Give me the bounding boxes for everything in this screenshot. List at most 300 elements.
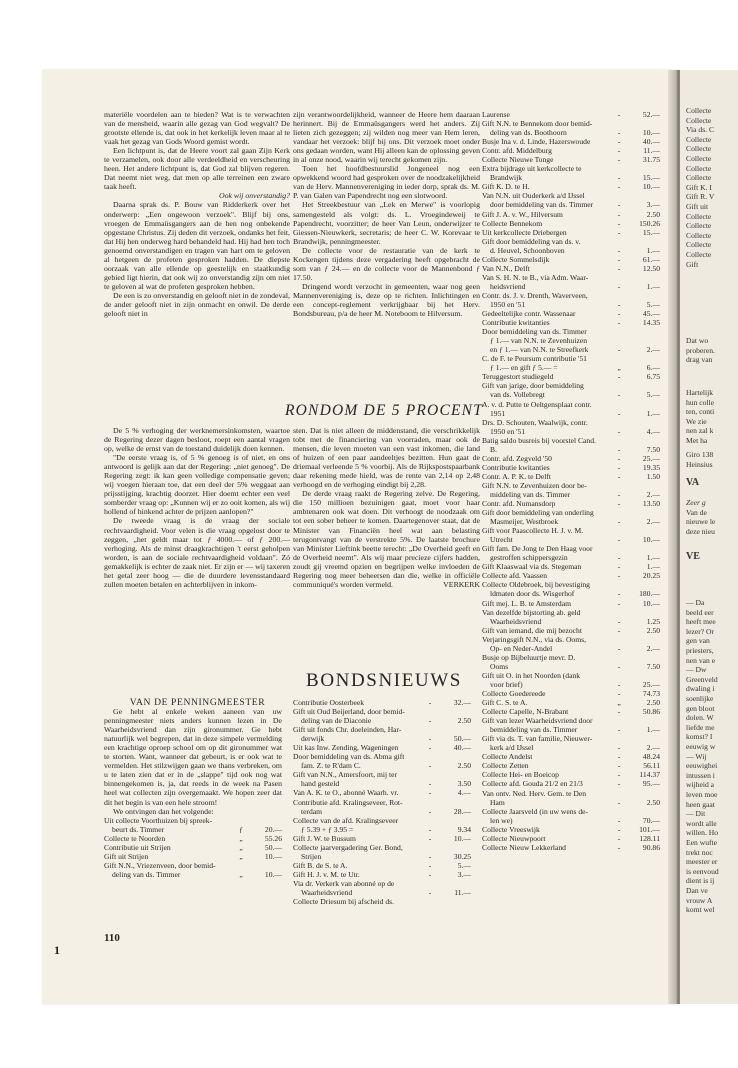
- ledger-description: Ham: [490, 797, 505, 807]
- ledger-row: [482, 237, 660, 246]
- ledger-amount: 10.—: [642, 182, 660, 192]
- ledger-row: [482, 608, 660, 617]
- ledger-description: Van ontv. Ned. Herv. Gem. te Den: [482, 788, 587, 798]
- ledger-description: 1951: [490, 408, 506, 418]
- ledger-row: [482, 526, 660, 535]
- ledger-amount: 180.—: [639, 589, 660, 599]
- ledger-row: [293, 734, 471, 743]
- adjacent-page-text-fragment: liefde me: [686, 722, 715, 732]
- paragraph: Een lichtpunt is, dat de Heere voort zal gaan Zijn Kerk te verzamelen, ook door alle verdeeldheid en verscheuring heen. Het andere lichtpunt is, dat God zal blijven regeren. Dat neemt niet weg, dat men op alle terreinen een zware taak heeft.: [104, 146, 290, 192]
- ledger-description: Gift van N.N., Amersfoort, mij ter: [293, 770, 397, 780]
- ledger-row: [482, 544, 660, 553]
- ledger-amount: 3.50: [457, 779, 471, 789]
- ledger-description: Waarheidsvriend: [301, 887, 353, 897]
- ledger-row: [482, 345, 660, 354]
- ledger-currency-mark: -: [617, 743, 621, 753]
- ledger-currency-mark: -: [617, 842, 621, 852]
- adjacent-page-text-fragment: Collecte: [686, 250, 712, 259]
- ledger-row: [482, 472, 660, 481]
- ledger-description: Gift door bemiddeling van ds. v.: [482, 236, 581, 246]
- ledger-currency-mark: -: [617, 444, 621, 454]
- ledger-row: [482, 219, 660, 228]
- ledger-description: Gift K. D. te H.: [482, 182, 530, 192]
- paragraph: De 5 % verhoging der werknemersinkomsten, waartoe de Regering dezer dagen besloot, roept een aantal vragen op, welke de ernst van de toestand duidelijk doen kennen.: [104, 426, 290, 454]
- ledger-description: Collecte Nieuw Lekkerland: [482, 842, 566, 852]
- ledger-row: [482, 644, 660, 653]
- adjacent-page-text-fragment: — Da: [686, 598, 705, 607]
- page-number: 110: [104, 932, 120, 944]
- ledger-currency-mark: -: [428, 716, 432, 726]
- ledger-amount: 2.50: [646, 698, 660, 708]
- ledger-description: d. Heuvel, Schoonhoven: [490, 245, 565, 255]
- ledger-currency-mark: -: [617, 689, 621, 698]
- ledger-row: [482, 743, 660, 752]
- ledger-amount: 2.—: [646, 643, 660, 653]
- ledger-row: [482, 571, 660, 580]
- ledger-currency-mark: -: [617, 299, 621, 309]
- ledger-amount: 12.50: [642, 263, 660, 273]
- ledger-amount: 7.50: [646, 661, 660, 671]
- ledger-description: terdam: [301, 806, 323, 816]
- adjacent-page-text-fragment: Gift: [686, 259, 699, 269]
- ledger-currency-mark: -: [617, 453, 621, 463]
- ledger-description: Laurense: [482, 110, 510, 119]
- ledger-row: [482, 246, 660, 255]
- ledger-row: [482, 725, 660, 734]
- ledger-description: 1950 en '51: [490, 426, 526, 436]
- ledger-row: [482, 264, 660, 273]
- ledger-currency-mark: -: [617, 462, 621, 472]
- ledger-row: [482, 752, 660, 761]
- ledger-row: [482, 164, 660, 173]
- adjacent-page-text-fragment: Gift R. V: [686, 192, 715, 202]
- ledger-row: [104, 825, 282, 834]
- ledger-row: [293, 861, 471, 870]
- ledger-description: Gift Klaaswaal via ds. Stegeman: [482, 562, 582, 572]
- adjacent-page-text-fragment: Hartelijk: [686, 388, 713, 397]
- adjacent-page-text-fragment: ten, conti: [686, 407, 715, 417]
- ledger-description: Collecte van de afd. Kralingseveer: [293, 815, 399, 825]
- adjacent-page-text-fragment: wordt alle: [686, 818, 717, 828]
- ledger-currency-mark: -: [428, 824, 432, 834]
- ledger-amount: 3.—: [646, 200, 660, 210]
- ledger-amount: 9.34: [457, 824, 471, 834]
- ledger-amount: 50.—: [453, 734, 471, 744]
- ledger-row: [293, 743, 471, 752]
- ledger-row: [293, 888, 471, 897]
- ledger-currency-mark: -: [617, 146, 621, 156]
- ledger-description: Masmeijer, Westbroek: [490, 517, 559, 527]
- ledger-currency-mark: -: [617, 173, 621, 183]
- ledger-currency-mark: -: [617, 408, 621, 418]
- ledger-description: Gift van lezer Waarheidsvriend door: [482, 716, 593, 726]
- ledger-description: Gift B. de S. te A.: [293, 860, 348, 870]
- ledger-amount: 52.—: [642, 110, 660, 119]
- ledger-description: door bemiddeling van ds. Timmer: [490, 200, 594, 210]
- ledger-amount: 1.—: [646, 408, 660, 418]
- ledger-row: [482, 228, 660, 237]
- ledger-description: deling van ds. Timmer: [112, 869, 181, 879]
- adjacent-page-text-fragment: Collecte: [686, 221, 712, 231]
- ledger-row: [293, 725, 471, 734]
- ledger-description: 1950 en '51: [490, 299, 526, 309]
- paragraph: Dringend wordt verzocht in gemeenten, waar nog geen Mannenvereniging is, deze op te richten. Inlichtingen en een concept-reglement verkrijgbaar bij het Herv. Bondsbureau, p/a de heer M. Noteboom te Hilversum.: [293, 281, 480, 319]
- ledger-amount: 25.—: [642, 679, 660, 689]
- ledger-row: [482, 427, 660, 436]
- adjacent-page-text-fragment: wijheid a: [686, 780, 715, 790]
- ledger-description: Van dezelfde bijstorting ab. geld: [482, 607, 581, 617]
- ledger-amount: 20.25: [642, 571, 660, 581]
- ledger-currency-mark: -: [617, 679, 621, 689]
- ledger-row: [482, 843, 660, 852]
- ledger-amount: 56.11: [643, 761, 660, 771]
- ledger-description: voor brief): [490, 679, 523, 689]
- ledger-row: [104, 861, 282, 870]
- ledger-row: [482, 553, 660, 562]
- ledger-amount: 5.—: [457, 860, 471, 870]
- adjacent-page-text-fragment: Van de: [686, 507, 707, 517]
- ledger-description: deling van ds. Boothoorn: [490, 128, 567, 138]
- ledger-currency-mark: -: [617, 761, 621, 771]
- ledger-amount: 28.—: [453, 806, 471, 816]
- adjacent-page-text-fragment: dolen. W: [686, 713, 714, 723]
- adjacent-page-text-fragment: Collecte: [686, 163, 712, 173]
- adjacent-page-text-fragment: Dat wo: [686, 336, 709, 345]
- ledger-description: Gift J. A. v. W., Hilversum: [482, 209, 563, 219]
- ledger-row: [293, 852, 471, 861]
- ledger-row: [482, 761, 660, 770]
- ledger-amount: 10.—: [453, 833, 471, 843]
- adjacent-page-text-fragment: soenlijke: [686, 694, 714, 703]
- ledger-currency-mark: -: [428, 779, 432, 789]
- ledger-description: hand gesteld: [301, 779, 340, 789]
- ledger-amount: 2.—: [646, 517, 660, 527]
- ledger-row: [482, 282, 660, 291]
- ledger-currency-mark: „: [617, 698, 621, 708]
- ledger-currency-mark: -: [428, 698, 432, 707]
- adjacent-page-text-fragment: Zeer g: [686, 498, 706, 507]
- ledger-description: Uit collecte Voorthuizen bij spreek-: [104, 815, 213, 825]
- ledger-description: Gift door bemiddeling van onderling: [482, 508, 594, 518]
- paragraph: Het Streekbestuur van „Lek en Merwe" is voorlopig samengesteld als volgt: ds. L. Vroegindeweij te Papendrecht, voorzitter; de heer Van Leun, onderwijzer te Giessen-Nieuwkerk, secretaris; de heer C. W. Korevaar te Brandwijk, penningmeester.: [293, 200, 480, 246]
- ledger-description: Contributie uit Strijen: [104, 842, 171, 852]
- ledger-row: [482, 789, 660, 798]
- ledger-amount: 2.50: [457, 761, 471, 771]
- ledger-description: Door bemiddeling van ds. Timmer: [482, 327, 587, 337]
- ledger-row: [482, 825, 660, 834]
- ledger-description: Collecte Jaarsveld (in uw wens de-: [482, 806, 589, 816]
- ledger-list-3: [482, 110, 660, 852]
- ledger-row: [104, 843, 282, 852]
- ledger-description: Contributie kwitanties: [482, 462, 550, 472]
- ledger-amount: 50.—: [264, 842, 282, 852]
- ledger-row: [482, 381, 660, 390]
- ledger-row: [482, 535, 660, 544]
- ledger-row: [293, 843, 471, 852]
- ledger-row: [482, 400, 660, 409]
- ledger-currency-mark: -: [617, 616, 621, 626]
- paragraph: materiële voordelen aan te bieden? Wat is te verwachten van de mensheid, waarin alle gezag van God wegvalt? De grootste ellende is, dat ook in het kerkelijk leven maar al te vaak het gezag van Gods Woord gemist wordt.: [104, 110, 290, 147]
- paragraph: Ge hebt al enkele weken aaneen van uw penningmeester niets anders kunnen lezen in De Waarheidsvriend dan zijn gironummer. Ge hebt natuurlijk wel begrepen, dat in deze simpele vermelding een krachtige oproep school om op dit gironummer wat te storten. Want, wanneer dat gebeurt, is er ook wat te vermelden. Het stilzwijgen gaan we thans verbreken, om u te laten zien dat er in de „slappe" tijd ook nog wat binnengekomen is, ja, dat reeds in de week na Pasen heel wat collecten zijn overgemaakt. We hopen zeer dat dit het begin is van een hele stroom!: [104, 707, 282, 807]
- adjacent-page-text-fragment: gen bloot: [686, 703, 715, 713]
- ledger-description: Collecte Nieuwpoort: [482, 833, 546, 843]
- ledger-amount: 74.73: [642, 689, 660, 698]
- ledger-currency-mark: -: [428, 806, 432, 816]
- ledger-row: [482, 255, 660, 264]
- ledger-amount: 2.—: [646, 345, 660, 355]
- ledger-description: Gift N.N. te Zevenhuizen door be-: [482, 480, 587, 490]
- ledger-currency-mark: -: [617, 263, 621, 273]
- ledger-description: ƒ 1.— en gift ƒ 5.— =: [490, 363, 558, 373]
- paragraph: Ook wij onverstandig?: [218, 191, 290, 201]
- ledger-row: [482, 580, 660, 589]
- ledger-currency-mark: „: [239, 869, 243, 879]
- ledger-amount: 32.—: [453, 698, 471, 707]
- adjacent-page-text-fragment: intussen i: [686, 770, 715, 780]
- ledger-row: [482, 490, 660, 499]
- ledger-row: [482, 816, 660, 825]
- ledger-amount: 13.50: [642, 499, 660, 509]
- ledger-row: [293, 870, 471, 879]
- ledger-row: [482, 445, 660, 454]
- ledger-amount: 1.—: [646, 245, 660, 255]
- adjacent-page-text-fragment: Collecte: [686, 144, 712, 154]
- ledger-row: [482, 589, 660, 598]
- adjacent-page-text-fragment: dwaling i: [686, 684, 715, 694]
- ledger-amount: 10.—: [264, 851, 282, 861]
- adjacent-page-text-fragment: Via ds. C: [686, 125, 715, 135]
- ledger-description: Collecte Capelle, N-Brabant: [482, 707, 569, 717]
- ledger-description: Van N.N., Delft: [482, 263, 530, 273]
- ledger-amount: 114.37: [639, 770, 660, 780]
- ledger-description: Collecte te Noorden: [104, 833, 166, 843]
- ledger-row: [482, 562, 660, 571]
- ledger-row: [482, 779, 660, 788]
- ledger-description: Contr. ds. J. v. Drenth, Waverveen,: [482, 290, 588, 300]
- ledger-amount: 1.25: [646, 616, 660, 626]
- author-signature: VERKERK: [443, 579, 480, 589]
- ledger-description: Door bemiddeling van ds. Abma gift: [293, 752, 405, 762]
- ledger-row: [104, 870, 282, 879]
- adjacent-page-text-fragment: nieuwe le: [686, 517, 716, 527]
- ledger-amount: 11.—: [643, 146, 660, 156]
- adjacent-page-text-fragment: willen. Ho: [686, 828, 719, 838]
- ledger-currency-mark: -: [617, 824, 621, 834]
- adjacent-page-text-fragment: Collecte: [686, 173, 712, 183]
- adjacent-page-text-fragment: Dan ve: [686, 886, 708, 895]
- ledger-description: Gift N.N., Vriezenveen, door bemid-: [104, 860, 216, 870]
- ledger-currency-mark: -: [617, 661, 621, 671]
- ledger-row: [293, 761, 471, 770]
- ledger-amount: 40.—: [453, 743, 471, 753]
- ledger-description: deling van de Diaconie: [301, 716, 372, 726]
- ledger-currency-mark: -: [428, 788, 432, 798]
- ledger-row: [482, 390, 660, 399]
- adjacent-page-text-fragment: Heinsius: [686, 459, 713, 469]
- ledger-row: [482, 291, 660, 300]
- ledger-row: [482, 770, 660, 779]
- ledger-description: Teruggestort studiegeld: [482, 372, 554, 382]
- ledger-description: Drs. D. Schouten, Waalwijk, contr.: [482, 417, 588, 427]
- ledger-amount: 5.—: [646, 390, 660, 400]
- ledger-amount: 50.86: [642, 707, 660, 717]
- ledger-row: [482, 689, 660, 698]
- ledger-description: Contr. A. P. K. te Delft: [482, 471, 551, 481]
- ledger-description: gestroffen schippersgezin: [490, 553, 568, 563]
- adjacent-page-text-fragment: beeld eer: [686, 607, 714, 617]
- paragraph: De een is zo onverstandig en gelooft niet in de zondeval, de ander gelooft niet in zijn onmacht en onwil. De derde gelooft niet in: [104, 290, 290, 319]
- ledger-description: Collecte Sommelsdijk: [482, 254, 550, 264]
- ledger-currency-mark: -: [617, 245, 621, 255]
- ledger-currency-mark: „: [239, 833, 243, 843]
- ledger-description: Uit kerkcollecte Driebergen: [482, 227, 567, 237]
- ledger-currency-mark: -: [617, 598, 621, 608]
- ledger-description: B.: [490, 444, 497, 454]
- ledger-row: [482, 834, 660, 843]
- ledger-description: Van A. K. te O., abonné Waarh. vr.: [293, 788, 399, 798]
- ledger-row: [482, 635, 660, 644]
- adjacent-page-text-fragment: Collecte: [686, 115, 712, 125]
- adjacent-page-text-fragment: hun colle: [686, 397, 715, 407]
- ledger-description: Collecte Bennekom: [482, 218, 543, 228]
- ledger-amount: 4.—: [457, 788, 471, 798]
- ledger-currency-mark: „: [617, 363, 621, 373]
- ledger-row: [482, 707, 660, 716]
- adjacent-page-text-fragment: meester er: [686, 857, 718, 867]
- adjacent-page-text-fragment: nen zal k: [686, 426, 714, 436]
- adjacent-page-text-fragment: — Dit: [686, 809, 706, 819]
- ledger-row: [293, 825, 471, 834]
- ledger-amount: 48.24: [642, 752, 660, 762]
- ledger-description: Gift H. J. v. M. te Utr.: [293, 869, 360, 879]
- ledger-amount: 1.—: [646, 562, 660, 572]
- ledger-row: [482, 418, 660, 427]
- adjacent-page-text-fragment: gen van: [686, 636, 710, 646]
- adjacent-page-text-fragment: We zie: [686, 416, 707, 426]
- ledger-row: [482, 680, 660, 689]
- paragraph: "De eerste vraag is, of 5 % genoeg is of niet, en ons antwoord is gelijk aan dat der Regering: „niet genoeg". De Regering zegt: ik kan geen volledige compensatie geven; wij voegen hieraan toe, dat een deel der 5% weggaat aan prijsstijging, krachtig doorzet. Hier doemt echter een veel somberder vraag op: „Kunnen wij er zo ooit komen, als wij hollend of hinkend achter de prijzen aanlopen?": [104, 453, 290, 517]
- ledger-row: [482, 662, 660, 671]
- ledger-currency-mark: -: [617, 797, 621, 807]
- ledger-description: Collecte Oldebroek, bij bevestiging: [482, 580, 590, 590]
- ledger-currency-mark: -: [617, 815, 621, 825]
- adjacent-page-text-fragment: eeuwig w: [686, 742, 716, 751]
- ledger-description: Gift uit O. in het Noorden (dank: [482, 670, 581, 680]
- ledger-description: Gift fam. De Jong te Den Haag voor: [482, 544, 593, 554]
- adjacent-page-text-fragment: — Dw: [686, 665, 707, 675]
- ledger-description: bemiddeling van ds. Timmer: [490, 725, 578, 735]
- ledger-amount: 1.—: [646, 281, 660, 291]
- ledger-description: Contributie Oosterbeek: [293, 698, 365, 707]
- ledger-amount: 1.50: [646, 471, 660, 481]
- ledger-description: Van N.N. uit Ouderkerk a/d IJssel: [482, 191, 585, 201]
- ledger-description: Extra bijdrage uit kerkcollecte te: [482, 164, 582, 174]
- ledger-amount: 10.—: [642, 128, 660, 138]
- ledger-description: en ƒ 1.— van N.N. te Streefkerk: [490, 345, 589, 355]
- ledger-list-2: [293, 698, 471, 906]
- ledger-description: Gift C. S. te A.: [482, 698, 528, 708]
- paragraph: We ontvingen dan het volgende:: [113, 806, 214, 816]
- ledger-row: [293, 770, 471, 779]
- ledger-currency-mark: -: [617, 562, 621, 572]
- ledger-description: Gift J. W. te Bussum: [293, 833, 356, 843]
- ledger-currency-mark: -: [617, 489, 621, 499]
- ledger-amount: 14.35: [642, 318, 660, 328]
- ledger-row: [482, 698, 660, 707]
- ledger-amount: 15.—: [642, 227, 660, 237]
- ledger-amount: 6.75: [646, 372, 660, 382]
- ledger-currency-mark: -: [617, 426, 621, 436]
- ledger-amount: 40.—: [642, 137, 660, 147]
- ledger-currency-mark: -: [428, 743, 432, 753]
- adjacent-page-text-fragment: leven moe: [686, 790, 718, 799]
- ledger-row: [482, 182, 660, 191]
- ledger-row: [482, 508, 660, 517]
- ledger-description: fam. Z. te R'dam C.: [301, 761, 361, 771]
- penningmeester-heading: VAN DE PENNINGMEESTER: [129, 697, 266, 708]
- ledger-row: [482, 200, 660, 209]
- ledger-amount: 2.50: [646, 209, 660, 219]
- adjacent-page-text-fragment: VE: [686, 551, 700, 562]
- ledger-row: [482, 354, 660, 363]
- ledger-currency-mark: -: [428, 860, 432, 870]
- ledger-description: middeling van ds. Timmer: [490, 489, 571, 499]
- ledger-description: Gift uit Strijen: [104, 851, 149, 861]
- adjacent-page-text-fragment: dient is ij: [686, 876, 715, 886]
- ledger-currency-mark: -: [617, 589, 621, 599]
- ledger-row: [482, 798, 660, 807]
- ledger-row: [482, 327, 660, 336]
- ledger-currency-mark: -: [617, 309, 621, 319]
- ledger-row: [293, 798, 471, 807]
- ledger-amount: 10.—: [642, 535, 660, 545]
- ledger-currency-mark: -: [617, 128, 621, 138]
- ledger-row: [482, 273, 660, 282]
- ledger-description: Contr. afd. Numansdorp: [482, 499, 556, 509]
- ledger-row: [104, 852, 282, 861]
- ledger-row: [482, 653, 660, 662]
- ledger-description: Strijen: [301, 851, 322, 861]
- ledger-description: Waarheidsvriend: [490, 616, 542, 626]
- ledger-row: [482, 110, 660, 119]
- ledger-description: Collecte jaarvergadering Ger. Bond,: [293, 842, 403, 852]
- adjacent-page-text-fragment: heeft mee: [686, 617, 716, 627]
- ledger-row: [482, 463, 660, 472]
- ledger-description: Gedeeltelijke contr. Wassenaar: [482, 309, 576, 319]
- ledger-currency-mark: -: [617, 770, 621, 780]
- adjacent-page-text-fragment: Greenveld: [686, 674, 718, 684]
- ledger-currency-mark: -: [617, 707, 621, 717]
- adjacent-page-text-fragment: Collecte: [686, 106, 712, 115]
- adjacent-page-text-fragment: Giro 138: [686, 450, 714, 459]
- ledger-row: [482, 716, 660, 725]
- ledger-currency-mark: -: [617, 752, 621, 762]
- ledger-row: [482, 807, 660, 816]
- adjacent-page-text-fragment: proberen.: [686, 345, 715, 355]
- ledger-amount: 7.50: [646, 444, 660, 454]
- ledger-currency-mark: -: [617, 218, 621, 228]
- adjacent-page-text-fragment: trekt noc: [686, 847, 713, 857]
- ledger-row: [482, 409, 660, 418]
- ledger-description: van ds. Vollebregt: [490, 390, 545, 400]
- ledger-amount: 150.26: [639, 218, 660, 228]
- ledger-row: [293, 897, 471, 906]
- adjacent-page-text-fragment: Collecte: [686, 211, 712, 221]
- ledger-row: [482, 481, 660, 490]
- ledger-description: Collecte Hei- en Boeicop: [482, 770, 559, 780]
- ledger-row: [293, 807, 471, 816]
- rondom-column-2: [293, 426, 480, 589]
